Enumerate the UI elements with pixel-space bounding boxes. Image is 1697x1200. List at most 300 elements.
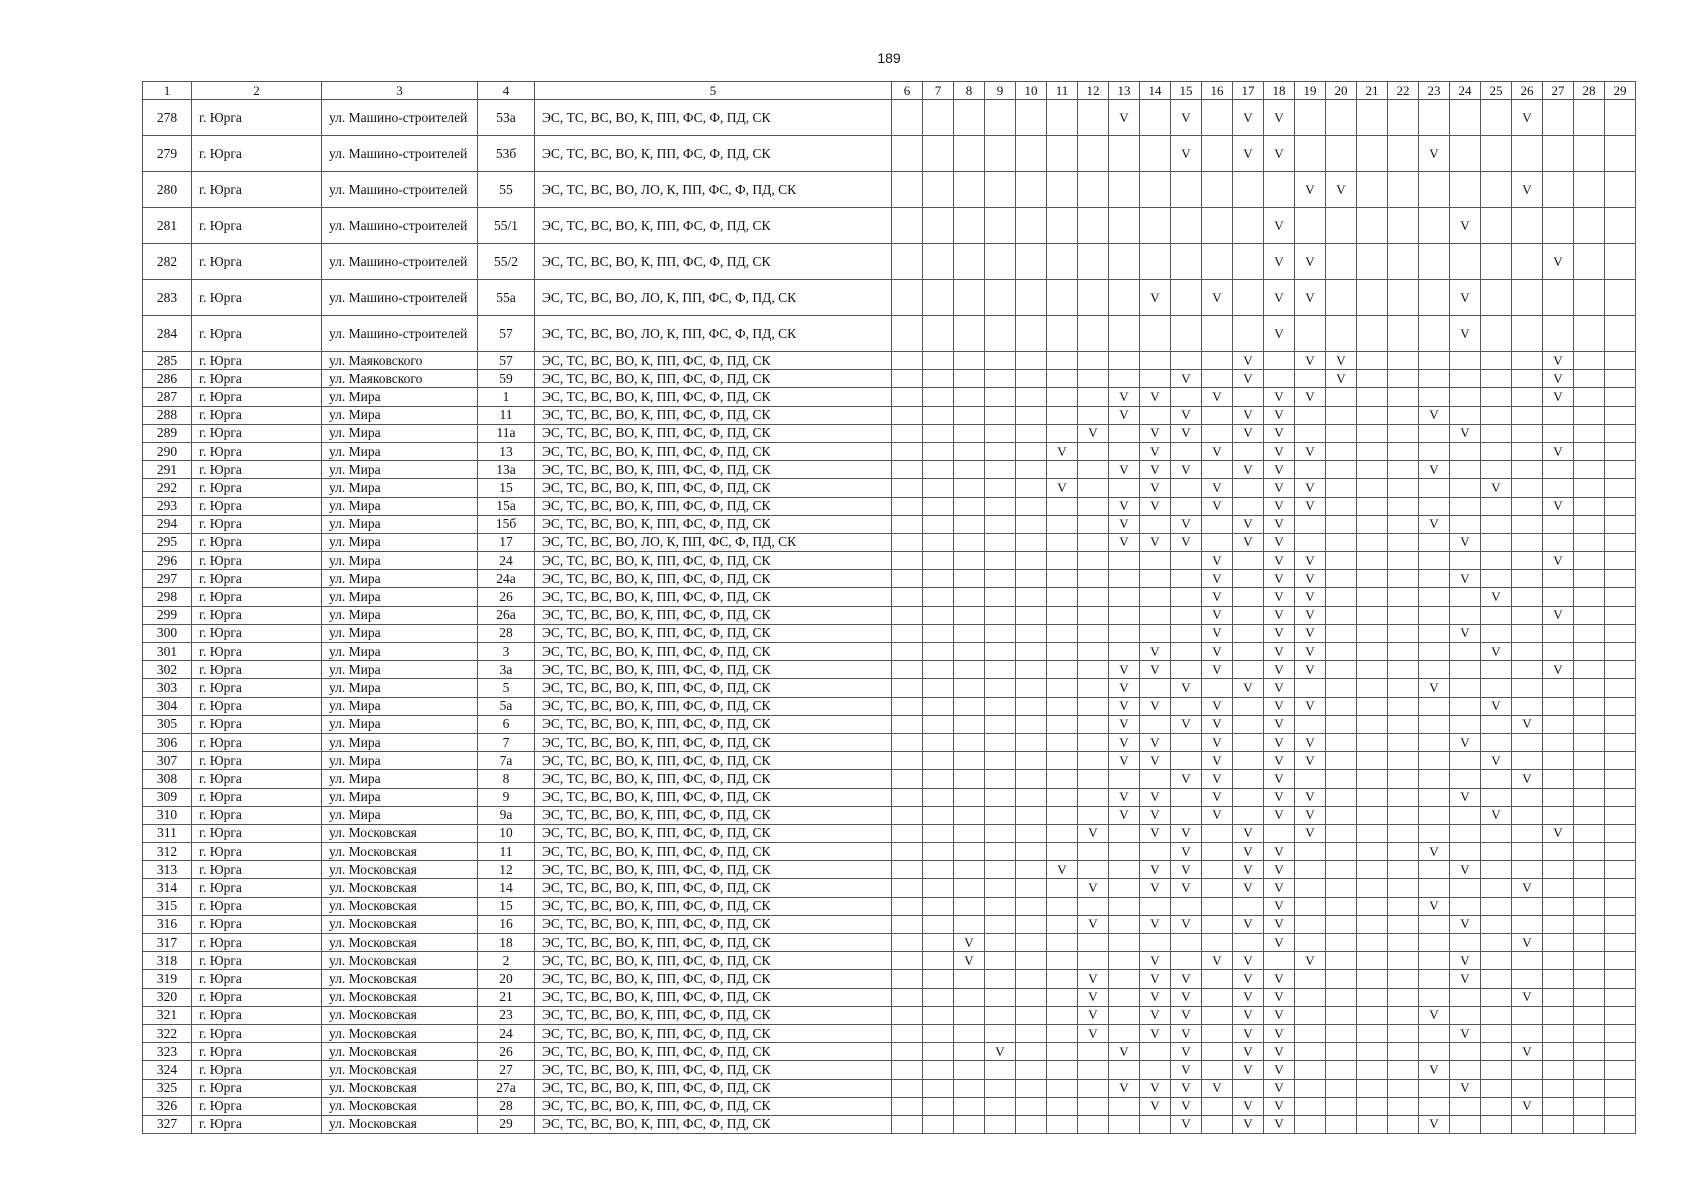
street-cell: ул. Мира (322, 733, 478, 751)
empty-cell (1233, 643, 1264, 661)
empty-cell (1388, 388, 1419, 406)
empty-cell (1605, 697, 1636, 715)
empty-cell (1016, 570, 1047, 588)
header-row (143, 82, 1636, 100)
empty-cell (1016, 352, 1047, 370)
row-number-cell: 320 (143, 988, 192, 1006)
systems-cell: ЭС, ТС, ВС, ВО, ЛО, К, ПП, ФС, Ф, ПД, СК (535, 533, 892, 551)
empty-cell (1450, 879, 1481, 897)
street-cell: ул. Маяковского (322, 352, 478, 370)
check-mark-cell: V (1233, 1097, 1264, 1115)
empty-cell (1109, 624, 1140, 642)
empty-cell (1233, 788, 1264, 806)
empty-cell (1419, 497, 1450, 515)
check-mark-cell: V (1264, 406, 1295, 424)
empty-cell (1450, 136, 1481, 172)
city-cell: г. Юрга (192, 824, 322, 842)
empty-cell (1419, 424, 1450, 442)
empty-cell (1543, 879, 1574, 897)
check-mark-cell: V (1078, 879, 1109, 897)
empty-cell (1419, 934, 1450, 952)
empty-cell (1481, 1115, 1512, 1133)
table-row (143, 461, 1636, 479)
empty-cell (1481, 497, 1512, 515)
empty-cell (1016, 897, 1047, 915)
empty-cell (1078, 897, 1109, 915)
city-cell: г. Юрга (192, 606, 322, 624)
empty-cell (1450, 1061, 1481, 1079)
empty-cell (1357, 661, 1388, 679)
empty-cell (1450, 1097, 1481, 1115)
empty-cell (1357, 715, 1388, 733)
row-number-cell: 291 (143, 461, 192, 479)
empty-cell (1357, 679, 1388, 697)
empty-cell (1357, 352, 1388, 370)
empty-cell (1357, 136, 1388, 172)
empty-cell (1078, 479, 1109, 497)
systems-cell: ЭС, ТС, ВС, ВО, К, ПП, ФС, Ф, ПД, СК (535, 970, 892, 988)
empty-cell (1264, 352, 1295, 370)
house-number-cell: 24 (478, 1024, 535, 1042)
empty-cell (1543, 715, 1574, 733)
table-row (143, 406, 1636, 424)
empty-cell (954, 1061, 985, 1079)
empty-cell (1450, 1006, 1481, 1024)
empty-cell (1047, 733, 1078, 751)
check-mark-cell: V (1171, 879, 1202, 897)
empty-cell (1202, 533, 1233, 551)
empty-cell (1512, 461, 1543, 479)
empty-cell (1202, 100, 1233, 136)
empty-cell (1574, 570, 1605, 588)
empty-cell (1388, 280, 1419, 316)
city-cell: г. Юрга (192, 552, 322, 570)
empty-cell (1543, 970, 1574, 988)
empty-cell (1202, 424, 1233, 442)
street-cell: ул. Мира (322, 442, 478, 460)
empty-cell (1419, 479, 1450, 497)
empty-cell (985, 497, 1016, 515)
systems-cell: ЭС, ТС, ВС, ВО, К, ПП, ФС, Ф, ПД, СК (535, 370, 892, 388)
empty-cell (1481, 515, 1512, 533)
check-mark-cell: V (1233, 1024, 1264, 1042)
street-cell: ул. Московская (322, 861, 478, 879)
city-cell: г. Юрга (192, 988, 322, 1006)
empty-cell (1512, 1024, 1543, 1042)
empty-cell (1047, 661, 1078, 679)
empty-cell (1326, 861, 1357, 879)
empty-cell (1481, 552, 1512, 570)
table-row (143, 897, 1636, 915)
check-mark-cell: V (1326, 352, 1357, 370)
empty-cell (892, 442, 923, 460)
house-number-cell: 27 (478, 1061, 535, 1079)
empty-cell (985, 988, 1016, 1006)
empty-cell (892, 843, 923, 861)
empty-cell (923, 552, 954, 570)
empty-cell (1357, 1043, 1388, 1061)
empty-cell (1605, 624, 1636, 642)
check-mark-cell: V (1543, 442, 1574, 460)
systems-cell: ЭС, ТС, ВС, ВО, К, ПП, ФС, Ф, ПД, СК (535, 788, 892, 806)
empty-cell (1543, 770, 1574, 788)
city-cell: г. Юрга (192, 100, 322, 136)
empty-cell (1078, 588, 1109, 606)
empty-cell (1326, 806, 1357, 824)
empty-cell (954, 515, 985, 533)
row-number-cell: 287 (143, 388, 192, 406)
empty-cell (892, 244, 923, 280)
empty-cell (1481, 1043, 1512, 1061)
check-mark-cell: V (1140, 788, 1171, 806)
check-mark-cell: V (1295, 497, 1326, 515)
empty-cell (1574, 588, 1605, 606)
empty-cell (1388, 679, 1419, 697)
city-cell: г. Юрга (192, 697, 322, 715)
empty-cell (1450, 897, 1481, 915)
empty-cell (892, 552, 923, 570)
street-cell: ул. Маяковского (322, 370, 478, 388)
empty-cell (1202, 934, 1233, 952)
empty-cell (1078, 715, 1109, 733)
check-mark-cell: V (1233, 370, 1264, 388)
empty-cell (1326, 1079, 1357, 1097)
empty-cell (1047, 915, 1078, 933)
empty-cell (1481, 606, 1512, 624)
empty-cell (1357, 552, 1388, 570)
empty-cell (1388, 244, 1419, 280)
empty-cell (1109, 970, 1140, 988)
empty-cell (1574, 952, 1605, 970)
column-number-header: 11 (1047, 82, 1078, 100)
column-number-header: 10 (1016, 82, 1047, 100)
empty-cell (1140, 770, 1171, 788)
row-number-cell: 304 (143, 697, 192, 715)
empty-cell (1605, 806, 1636, 824)
empty-cell (1419, 442, 1450, 460)
empty-cell (1605, 970, 1636, 988)
empty-cell (1047, 679, 1078, 697)
empty-cell (1605, 1115, 1636, 1133)
empty-cell (1295, 515, 1326, 533)
empty-cell (954, 570, 985, 588)
empty-cell (1109, 570, 1140, 588)
empty-cell (1419, 988, 1450, 1006)
empty-cell (1388, 752, 1419, 770)
empty-cell (1078, 643, 1109, 661)
empty-cell (1388, 552, 1419, 570)
house-number-cell: 11 (478, 843, 535, 861)
empty-cell (985, 661, 1016, 679)
street-cell: ул. Московская (322, 1097, 478, 1115)
empty-cell (892, 806, 923, 824)
column-number-header: 19 (1295, 82, 1326, 100)
empty-cell (1140, 100, 1171, 136)
empty-cell (1450, 752, 1481, 770)
house-number-cell: 12 (478, 861, 535, 879)
check-mark-cell: V (1450, 570, 1481, 588)
table-row (143, 172, 1636, 208)
empty-cell (1512, 643, 1543, 661)
empty-cell (1419, 1097, 1450, 1115)
house-number-cell: 10 (478, 824, 535, 842)
check-mark-cell: V (1140, 1079, 1171, 1097)
check-mark-cell: V (1171, 1097, 1202, 1115)
empty-cell (954, 643, 985, 661)
empty-cell (1202, 244, 1233, 280)
check-mark-cell: V (1450, 280, 1481, 316)
empty-cell (1264, 370, 1295, 388)
check-mark-cell: V (1202, 388, 1233, 406)
empty-cell (1481, 988, 1512, 1006)
column-number-header: 13 (1109, 82, 1140, 100)
empty-cell (1171, 934, 1202, 952)
empty-cell (923, 244, 954, 280)
empty-cell (1326, 406, 1357, 424)
check-mark-cell: V (1140, 861, 1171, 879)
empty-cell (1605, 715, 1636, 733)
check-mark-cell: V (1233, 952, 1264, 970)
check-mark-cell: V (1078, 824, 1109, 842)
empty-cell (954, 988, 985, 1006)
empty-cell (1574, 661, 1605, 679)
empty-cell (1109, 1006, 1140, 1024)
street-cell: ул. Мира (322, 388, 478, 406)
empty-cell (1388, 208, 1419, 244)
column-number-header: 8 (954, 82, 985, 100)
house-number-cell: 55/2 (478, 244, 535, 280)
check-mark-cell: V (1264, 843, 1295, 861)
systems-cell: ЭС, ТС, ВС, ВО, К, ПП, ФС, Ф, ПД, СК (535, 1043, 892, 1061)
empty-cell (1605, 100, 1636, 136)
empty-cell (985, 879, 1016, 897)
street-cell: ул. Машино-строителей (322, 100, 478, 136)
check-mark-cell: V (1078, 970, 1109, 988)
empty-cell (1078, 606, 1109, 624)
check-mark-cell: V (1109, 406, 1140, 424)
check-mark-cell: V (1295, 606, 1326, 624)
empty-cell (1140, 934, 1171, 952)
empty-cell (1388, 661, 1419, 679)
empty-cell (1450, 497, 1481, 515)
house-number-cell: 15 (478, 897, 535, 915)
check-mark-cell: V (1543, 244, 1574, 280)
empty-cell (1605, 733, 1636, 751)
systems-cell: ЭС, ТС, ВС, ВО, К, ПП, ФС, Ф, ПД, СК (535, 824, 892, 842)
empty-cell (1078, 280, 1109, 316)
empty-cell (985, 752, 1016, 770)
table-row (143, 606, 1636, 624)
empty-cell (1016, 843, 1047, 861)
empty-cell (923, 952, 954, 970)
empty-cell (1078, 788, 1109, 806)
empty-cell (1109, 988, 1140, 1006)
empty-cell (1171, 570, 1202, 588)
empty-cell (1574, 733, 1605, 751)
empty-cell (892, 697, 923, 715)
empty-cell (1419, 588, 1450, 606)
empty-cell (1605, 934, 1636, 952)
empty-cell (1419, 915, 1450, 933)
empty-cell (1574, 879, 1605, 897)
check-mark-cell: V (1450, 533, 1481, 551)
empty-cell (1047, 952, 1078, 970)
empty-cell (1140, 370, 1171, 388)
empty-cell (985, 843, 1016, 861)
city-cell: г. Юрга (192, 280, 322, 316)
empty-cell (892, 515, 923, 533)
empty-cell (954, 136, 985, 172)
empty-cell (923, 406, 954, 424)
empty-cell (1481, 897, 1512, 915)
empty-cell (1574, 424, 1605, 442)
empty-cell (954, 879, 985, 897)
empty-cell (1233, 316, 1264, 352)
empty-cell (1233, 697, 1264, 715)
empty-cell (1543, 570, 1574, 588)
empty-cell (985, 952, 1016, 970)
systems-cell: ЭС, ТС, ВС, ВО, К, ПП, ФС, Ф, ПД, СК (535, 1061, 892, 1079)
check-mark-cell: V (1264, 752, 1295, 770)
empty-cell (1233, 770, 1264, 788)
empty-cell (985, 1115, 1016, 1133)
systems-cell: ЭС, ТС, ВС, ВО, К, ПП, ФС, Ф, ПД, СК (535, 934, 892, 952)
empty-cell (1574, 624, 1605, 642)
house-number-cell: 53б (478, 136, 535, 172)
empty-cell (892, 733, 923, 751)
house-number-cell: 59 (478, 370, 535, 388)
empty-cell (1202, 843, 1233, 861)
check-mark-cell: V (1202, 479, 1233, 497)
empty-cell (1140, 172, 1171, 208)
empty-cell (1326, 843, 1357, 861)
check-mark-cell: V (1109, 388, 1140, 406)
check-mark-cell: V (1109, 533, 1140, 551)
empty-cell (1512, 843, 1543, 861)
check-mark-cell: V (1481, 697, 1512, 715)
empty-cell (1512, 752, 1543, 770)
row-number-cell: 312 (143, 843, 192, 861)
column-number-header: 4 (478, 82, 535, 100)
empty-cell (954, 461, 985, 479)
empty-cell (954, 280, 985, 316)
empty-cell (923, 624, 954, 642)
empty-cell (1357, 934, 1388, 952)
empty-cell (1357, 588, 1388, 606)
empty-cell (954, 843, 985, 861)
empty-cell (1202, 915, 1233, 933)
street-cell: ул. Мира (322, 588, 478, 606)
empty-cell (1419, 533, 1450, 551)
empty-cell (923, 679, 954, 697)
empty-cell (1295, 1006, 1326, 1024)
check-mark-cell: V (1233, 861, 1264, 879)
empty-cell (1295, 1079, 1326, 1097)
empty-cell (1481, 788, 1512, 806)
check-mark-cell: V (1326, 172, 1357, 208)
empty-cell (1016, 788, 1047, 806)
empty-cell (1295, 533, 1326, 551)
empty-cell (1171, 897, 1202, 915)
city-cell: г. Юрга (192, 570, 322, 588)
empty-cell (954, 588, 985, 606)
empty-cell (1295, 100, 1326, 136)
empty-cell (892, 1043, 923, 1061)
empty-cell (1481, 280, 1512, 316)
check-mark-cell: V (1264, 715, 1295, 733)
check-mark-cell: V (1543, 661, 1574, 679)
house-number-cell: 57 (478, 316, 535, 352)
empty-cell (923, 100, 954, 136)
systems-cell: ЭС, ТС, ВС, ВО, К, ПП, ФС, Ф, ПД, СК (535, 100, 892, 136)
house-number-cell: 13а (478, 461, 535, 479)
column-number-header: 18 (1264, 82, 1295, 100)
empty-cell (1357, 770, 1388, 788)
street-cell: ул. Московская (322, 824, 478, 842)
systems-cell: ЭС, ТС, ВС, ВО, К, ПП, ФС, Ф, ПД, СК (535, 624, 892, 642)
check-mark-cell: V (1481, 752, 1512, 770)
empty-cell (1233, 388, 1264, 406)
empty-cell (1512, 788, 1543, 806)
systems-cell: ЭС, ТС, ВС, ВО, К, ПП, ФС, Ф, ПД, СК (535, 733, 892, 751)
empty-cell (1016, 172, 1047, 208)
empty-cell (892, 752, 923, 770)
row-number-cell: 300 (143, 624, 192, 642)
check-mark-cell: V (1264, 934, 1295, 952)
check-mark-cell: V (1264, 643, 1295, 661)
city-cell: г. Юрга (192, 424, 322, 442)
city-cell: г. Юрга (192, 479, 322, 497)
empty-cell (1140, 1043, 1171, 1061)
check-mark-cell: V (1171, 770, 1202, 788)
empty-cell (1605, 136, 1636, 172)
empty-cell (1605, 1006, 1636, 1024)
empty-cell (1512, 552, 1543, 570)
empty-cell (1047, 879, 1078, 897)
empty-cell (1388, 970, 1419, 988)
street-cell: ул. Мира (322, 497, 478, 515)
check-mark-cell: V (1512, 172, 1543, 208)
check-mark-cell: V (1233, 406, 1264, 424)
empty-cell (1388, 915, 1419, 933)
check-mark-cell: V (1233, 988, 1264, 1006)
empty-cell (1016, 388, 1047, 406)
empty-cell (892, 788, 923, 806)
check-mark-cell: V (1202, 697, 1233, 715)
house-number-cell: 57 (478, 352, 535, 370)
row-number-cell: 313 (143, 861, 192, 879)
empty-cell (1543, 1115, 1574, 1133)
city-cell: г. Юрга (192, 1061, 322, 1079)
empty-cell (1016, 952, 1047, 970)
row-number-cell: 281 (143, 208, 192, 244)
empty-cell (923, 824, 954, 842)
check-mark-cell: V (1140, 824, 1171, 842)
empty-cell (1357, 515, 1388, 533)
empty-cell (1481, 934, 1512, 952)
empty-cell (985, 172, 1016, 208)
empty-cell (1388, 442, 1419, 460)
empty-cell (1016, 316, 1047, 352)
empty-cell (1605, 952, 1636, 970)
empty-cell (1450, 370, 1481, 388)
check-mark-cell: V (1140, 988, 1171, 1006)
house-number-cell: 11а (478, 424, 535, 442)
check-mark-cell: V (1202, 752, 1233, 770)
empty-cell (1078, 752, 1109, 770)
empty-cell (1140, 715, 1171, 733)
empty-cell (1481, 843, 1512, 861)
